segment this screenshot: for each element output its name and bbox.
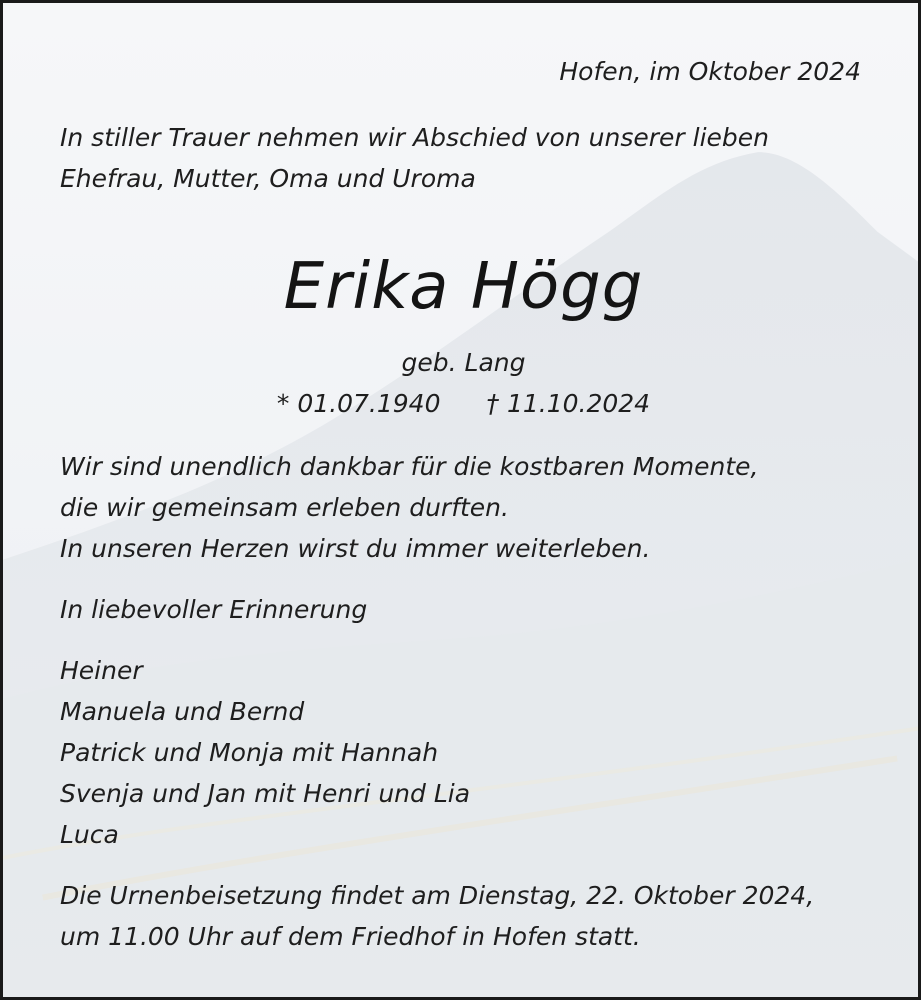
funeral-line: Die Urnenbeisetzung findet am Dienstag, 22. Oktober 2024, [60, 881, 815, 910]
intro-text [60, 117, 769, 199]
family-member: Luca [60, 820, 119, 849]
funeral-info [60, 875, 814, 957]
thanks-line: In unseren Herzen wirst du immer weiterleben. [60, 534, 651, 563]
intro-line: In stiller Trauer nehmen wir Abschied von unserer lieben [60, 123, 769, 152]
thanks-line: Wir sind unendlich dankbar für die kostbaren Momente, [60, 452, 759, 481]
family-member: Svenja und Jan mit Henri und Lia [60, 779, 471, 808]
memory-line: In liebevoller Erinnerung [60, 595, 368, 624]
funeral-line: um 11.00 Uhr auf dem Friedhof in Hofen statt. [60, 922, 641, 951]
thanks-text [60, 446, 759, 569]
family-member: Patrick und Monja mit Hannah [60, 738, 439, 767]
deceased-name: Erika Högg [283, 250, 644, 324]
intro-line: Ehefrau, Mutter, Oma und Uroma [60, 164, 476, 193]
family-member: Heiner [60, 656, 143, 685]
family-member: Manuela und Bernd [60, 697, 305, 726]
thanks-line: die wir gemeinsam erleben durften. [60, 493, 509, 522]
place-date: Hofen, im Oktober 2024 [559, 57, 861, 86]
birth-date: * 01.07.1940 [276, 389, 441, 418]
life-dates [3, 385, 921, 423]
maiden-name: geb. Lang [401, 348, 526, 377]
death-date: † 11.10.2024 [486, 389, 651, 418]
family-list [60, 650, 470, 855]
